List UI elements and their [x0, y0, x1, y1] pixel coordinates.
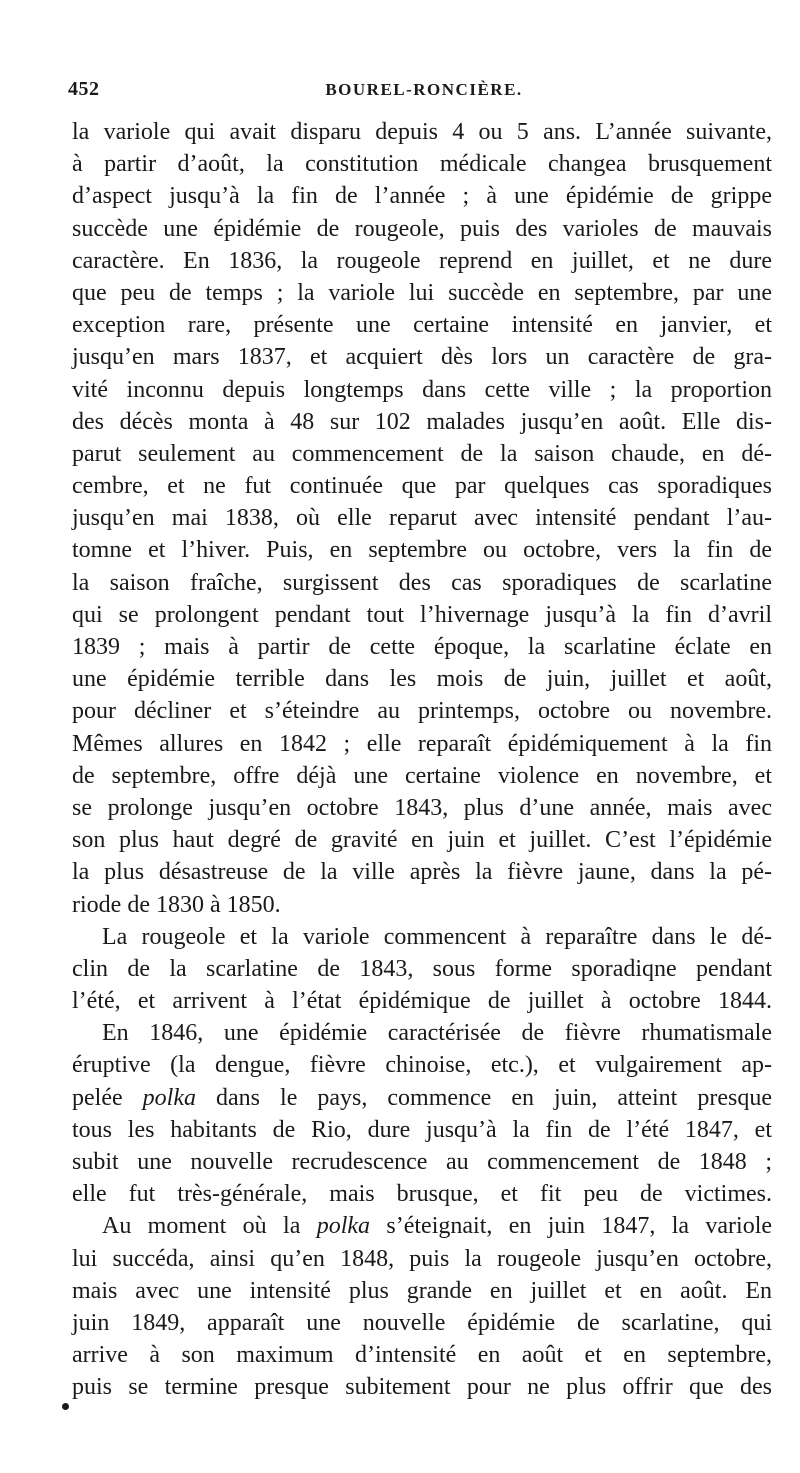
- text-line: caractère. En 1836, la rougeole reprend en juillet, et ne dure: [72, 247, 772, 274]
- margin-ink-dot: [62, 1403, 69, 1410]
- page-number: 452: [68, 78, 100, 100]
- running-head: BOUREL-RONCIÈRE.: [325, 80, 523, 99]
- text-line: puis se termine presque subitement pour ne plus offrir que des: [72, 1374, 772, 1401]
- text-line: lui succéda, ainsi qu’en 1848, puis la rougeole jusqu’en octobre,: [72, 1245, 772, 1272]
- text-line: clin de la scarlatine de 1843, sous forme sporadiqne pendant: [72, 955, 772, 982]
- text-line: de septembre, offre déjà une certaine violence en novembre, et: [72, 762, 772, 789]
- text-line: la plus désastreuse de la ville après la fièvre jaune, dans la pé-: [72, 859, 772, 886]
- page-header: [68, 78, 780, 106]
- text-line: riode de 1830 à 1850.: [72, 891, 281, 918]
- text-line: d’aspect jusqu’à la fin de l’année ; à une épidémie de grippe: [72, 183, 772, 210]
- text-line: qui se prolongent pendant tout l’hivernage jusqu’à la fin d’avril: [72, 601, 772, 628]
- text-line: tomne et l’hiver. Puis, en septembre ou octobre, vers la fin de: [72, 537, 772, 564]
- text-line: 1839 ; mais à partir de cette époque, la scarlatine éclate en: [72, 634, 772, 660]
- paragraph-start-line: La rougeole et la variole commencent à reparaître dans le dé-: [102, 923, 772, 950]
- italic-term: polka: [316, 1213, 371, 1240]
- text-line: parut seulement au commencement de la saison chaude, en dé-: [72, 440, 772, 467]
- text-line: la saison fraîche, surgissent des cas sporadiques de scarlatine: [72, 569, 772, 596]
- text-segment: s’éteignait, en juin 1847, la variole: [386, 1213, 773, 1240]
- text-line: que peu de temps ; la variole lui succède en septembre, par une: [72, 279, 772, 306]
- text-line: cembre, et ne fut continuée que par quelques cas sporadiques: [72, 473, 772, 500]
- text-line: jusqu’en mars 1837, et acquiert dès lors un caractère de gra-: [72, 344, 772, 371]
- paragraph-start-line: En 1846, une épidémie caractérisée de fièvre rhumatismale: [102, 1020, 772, 1047]
- text-line: subit une nouvelle recrudescence au commencement de 1848 ;: [72, 1149, 772, 1175]
- text-segment: Au moment où la: [102, 1213, 301, 1240]
- text-line: vité inconnu depuis longtemps dans cette ville ; la proportion: [72, 376, 772, 403]
- text-line: se prolonge jusqu’en octobre 1843, plus d’une année, mais avec: [72, 794, 772, 821]
- text-line: son plus haut degré de gravité en juin et juillet. C’est l’épidémie: [72, 827, 772, 854]
- text-line: Mêmes allures en 1842 ; elle reparaît épidémiquement à la fin: [72, 730, 772, 757]
- text-line: la variole qui avait disparu depuis 4 ou 5 ans. L’année suivante,: [72, 119, 772, 145]
- text-line: pour décliner et s’éteindre au printemps, octobre ou novembre.: [72, 698, 772, 725]
- text-line: éruptive (la dengue, fièvre chinoise, etc.), et vulgairement ap-: [72, 1052, 772, 1079]
- body-text: [72, 116, 772, 1404]
- text-line: jusqu’en mai 1838, où elle reparut avec intensité pendant l’au-: [72, 505, 772, 532]
- text-segment: pelée: [72, 1084, 123, 1111]
- paragraph-start-line: [72, 1210, 772, 1242]
- text-line: arrive à son maximum d’intensité en août et en septembre,: [72, 1342, 772, 1369]
- text-segment: dans le pays, commence en juin, atteint presque: [216, 1084, 773, 1111]
- text-line: mais avec une intensité plus grande en juillet et en août. En: [72, 1277, 772, 1304]
- text-line: juin 1849, apparaît une nouvelle épidémie de scarlatine, qui: [72, 1309, 772, 1336]
- text-line: l’été, et arrivent à l’état épidémique de juillet à octobre 1844.: [72, 988, 772, 1015]
- text-line: tous les habitants de Rio, dure jusqu’à la fin de l’été 1847, et: [72, 1116, 772, 1143]
- text-line: elle fut très-générale, mais brusque, et fit peu de victimes.: [72, 1181, 772, 1208]
- text-line: des décès monta à 48 sur 102 malades jusqu’en août. Elle dis-: [72, 408, 772, 435]
- text-line: à partir d’août, la constitution médicale changea brusquement: [72, 151, 772, 178]
- italic-term: polka: [142, 1084, 196, 1111]
- text-line: exception rare, présente une certaine intensité en janvier, et: [72, 312, 772, 339]
- text-line-with-italic: [72, 1082, 772, 1114]
- text-line: une épidémie terrible dans les mois de juin, juillet et août,: [72, 666, 772, 693]
- text-line: succède une épidémie de rougeole, puis des varioles de mauvais: [72, 215, 772, 242]
